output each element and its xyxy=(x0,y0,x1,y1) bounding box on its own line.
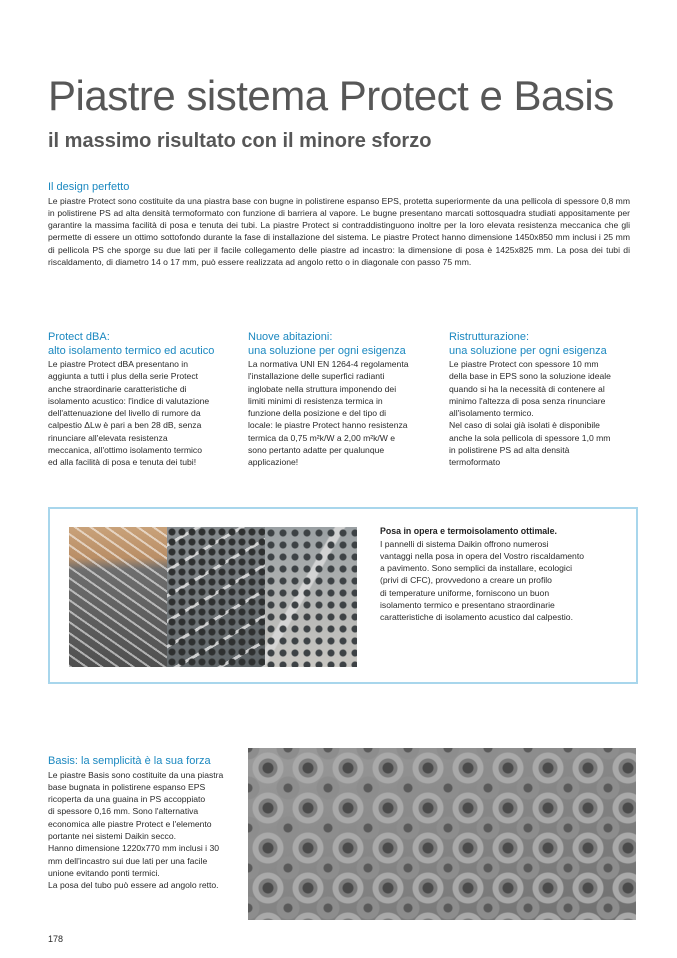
column-nuove-abitazioni xyxy=(248,331,434,469)
column-subheading: una soluzione per ogni esigenza xyxy=(449,344,607,357)
posa-info-box xyxy=(48,507,638,684)
column-text: La normativa UNI EN 1264-4 regolamenta l'installazione delle superfici radianti inglobate nella struttura imponendo dei limiti minimi di resistenza termica in funzione della posizione e del tipo di locale: le piastre Protect hanno resistenza termica da 0,75 m²k/W a 2,00 m²k/W e sono pertanto adatte per qualunque applicazione! xyxy=(248,359,409,468)
basis-section xyxy=(48,755,248,891)
column-text: Le piastre Protect dBA presentano in aggiunta a tutti i plus della serie Protect anche straordinarie caratteristiche di isolamento acustico: l'indice di valutazione dell'attenuazione del livello di rumore da calpestio ΔLw è pari a ben 28 dB, senza rinunciare all'elevata resistenza meccanica, all'ottimo isolamento termico ed alla facilità di posa e tenuta dei tubi! xyxy=(48,359,210,468)
page-number: 178 xyxy=(48,934,64,944)
panel-closeup-photo xyxy=(265,527,357,667)
box-text xyxy=(380,525,630,624)
page-subtitle: il massimo risultato con il minore sforzo xyxy=(48,130,432,152)
basis-heading: Basis: la semplicità è la sua forza xyxy=(48,755,211,767)
column-ristrutturazione xyxy=(449,331,635,469)
column-heading: Nuove abitazioni: xyxy=(248,331,333,343)
column-heading: Ristrutturazione: xyxy=(449,331,530,343)
intro-text: Le piastre Protect sono costituite da una piastra base con bugne in polistirene espanso EPS, protetta superiormente da una pellicola di spessore 0,8 mm in polistirene PS ad alta densità termoformato con funzione di barriera al vapore. Le bugne presentano marcati sottosquadra studiati appositamente per garantire la massima facilità di posa e tenuta dei tubi. La piastre Protect si contraddistinguono inoltre per la loro elevata resistenza meccanica che gli permette di essere un ottimo sottofondo durante la fase di installazione del sistema. Le piastre Protect hanno dimensione 1450x850 mm inclusi i 25 mm di pellicola PS che sporge su due lati per il facile collegamento delle piastre ad incastro: la dimensione di posa è 1425x825 mm. La posa dei tubi di riscaldamento, di diametro 14 o 17 mm, può essere realizzata ad angolo retto o in diagonale con passo 75 mm. xyxy=(48,195,630,267)
basis-text: Le piastre Basis sono costituite da una piastra base bugnata in polistirene espanso EPS ricoperta da una guaina in PS accoppiato di spessore 0,16 mm. Sono l'alternativa economica alle piastre Protect e l'elemento portante nei sistemi Daikin secco. Hanno dimensione 1220x770 mm inclusi i 30 mm dell'incastro sui due lati per una facile unione evitando ponti termici. La posa del tubo può essere ad angolo retto. xyxy=(48,769,224,891)
box-body: I pannelli di sistema Daikin offrono numerosi vantaggi nella posa in opera del Vostro riscaldamento a pavimento. Sono semplici da installare, ecologici (privi di CFC), provvedono a creare un profilo di temperature uniforme, forniscono un buon isolamento termico e presentano straordinarie caratteristiche di isolamento acustico dal calpestio. xyxy=(380,538,584,623)
column-subheading: una soluzione per ogni esigenza xyxy=(248,344,406,357)
basis-panel-photo xyxy=(248,748,636,920)
column-text: Le piastre Protect con spessore 10 mm della base in EPS sono la soluzione ideale quando si ha la necessità di contenere al minimo l'altezza di posa senza rinunciare all'isolamento termico. Nel caso di solai già isolati è disponibile anche la sola pellicola di spessore 1,0 mm in polistirene PS ad alta densità termoformato xyxy=(449,359,611,468)
column-subheading: alto isolamento termico ed acutico xyxy=(48,344,215,357)
floor-heating-pipes-photo xyxy=(69,527,169,667)
column-heading: Protect dBA: xyxy=(48,331,110,343)
intro-section xyxy=(48,181,630,268)
page-title: Piastre sistema Protect e Basis xyxy=(48,72,614,119)
intro-heading: Il design perfetto xyxy=(48,181,130,193)
box-heading: Posa in opera e termoisolamento ottimale. xyxy=(380,526,557,536)
column-protect-dba xyxy=(48,331,234,469)
panel-layers-photo xyxy=(167,527,267,667)
